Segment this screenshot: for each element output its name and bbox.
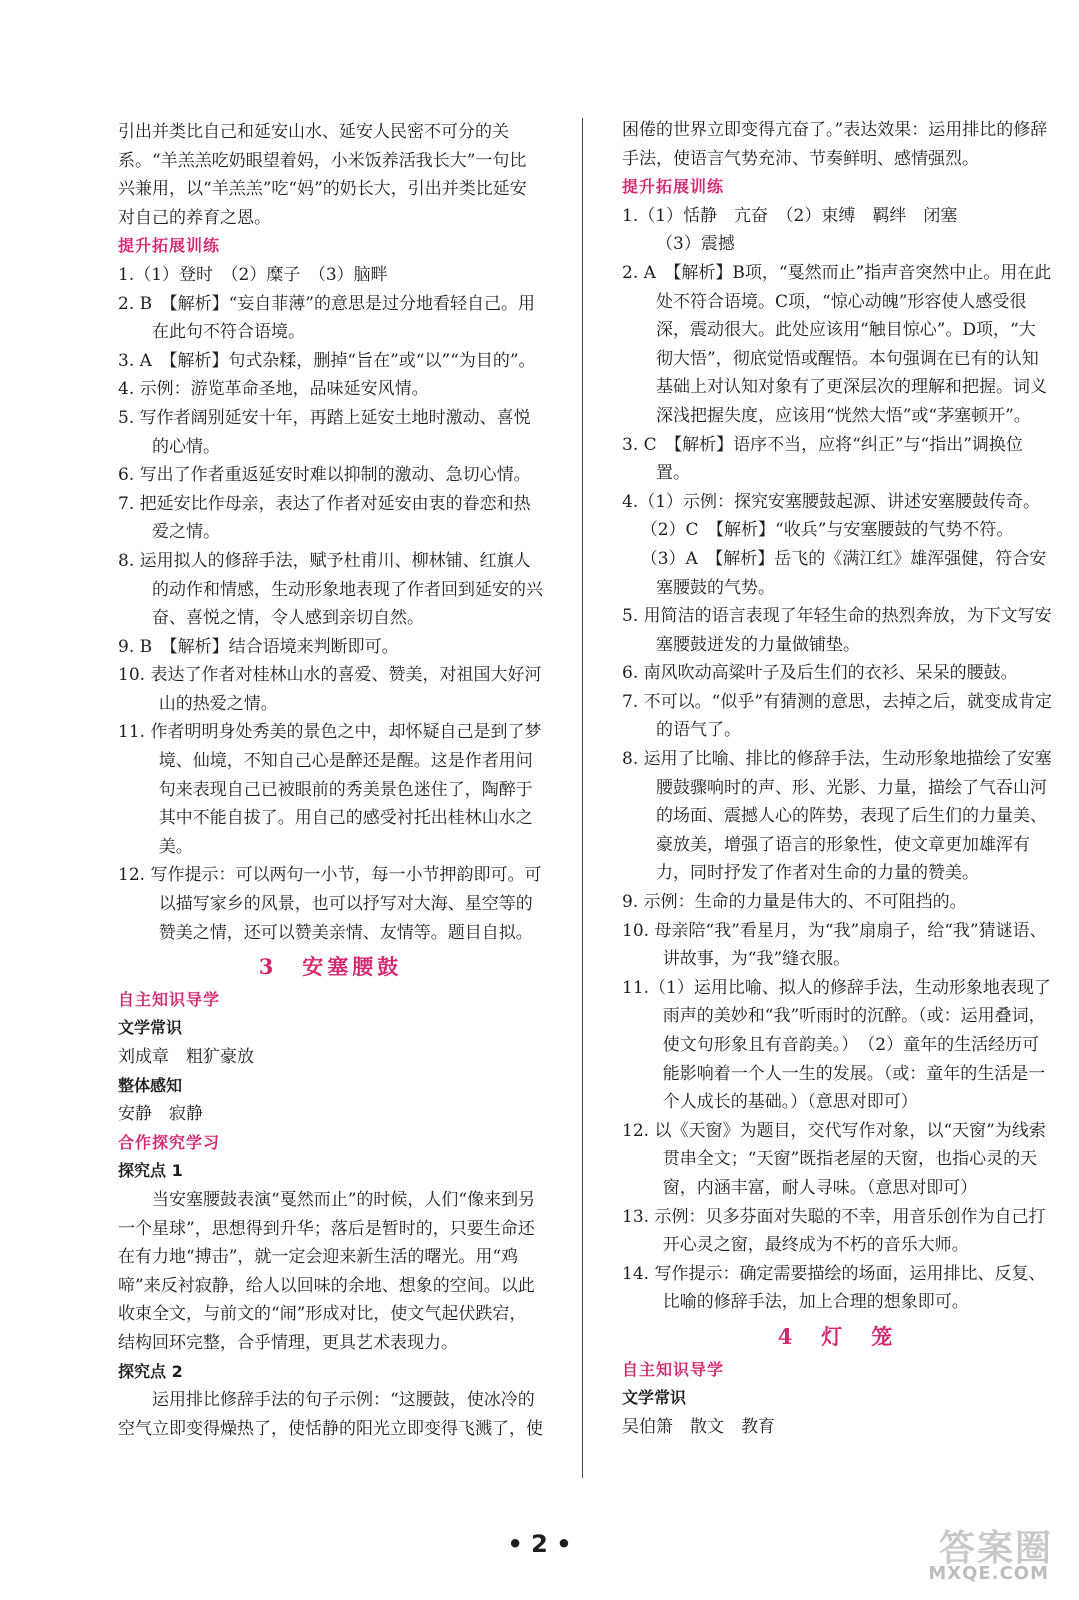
answer-item: 1.（1）恬静 亢奋 （2）束缚 羁绊 闭塞	[622, 205, 958, 226]
answer-item: 6. 南风吹动高粱叶子及后生们的衣衫、呆呆的腰鼓。	[622, 663, 1018, 684]
paragraph: 运用排比修辞手法的句子示例：“这腰鼓，使冰冷的空气立即变得燥热了，使恬静的阳光立即变得飞溅了，使	[118, 1390, 543, 1439]
left-column	[118, 118, 543, 1443]
answer-item: 3. A 【解析】句式杂糅，删掉“旨在”或“以”“为目的”。	[118, 350, 536, 371]
body-text: 吴伯箫 散文 教育	[622, 1416, 775, 1437]
answer-item: 1.（1）登时 （2）糜子 （3）脑畔	[118, 264, 388, 285]
column-divider	[582, 118, 583, 1478]
body-text: 引出并类比自己和延安山水、延安人民密不可分的关系。“羊羔羔吃奶眼望着妈，小米饭养活我长大”一句比兴兼用，以“羊羔羔”吃“妈”的奶长大，引出并类比延安对自己的养育之恩。	[118, 122, 527, 228]
answer-item: 13. 示例：贝多芬面对失聪的不幸，用音乐创作为自己打开心灵之窗，最终成为不朽的音乐大师。	[622, 1206, 1046, 1256]
answer-item: 8. 运用了比喻、排比的修辞手法，生动形象地描绘了安塞腰鼓骤响时的声、形、光影、力量，描绘了气吞山河的场面、震撼人心的阵势，表现了后生们的力量美、豪放美，增强了语言的形象性，使文章更加雄浑有力，同时抒发了作者对生命的力量的赞美。	[622, 749, 1052, 884]
subheading: 文学常识	[118, 1018, 183, 1038]
body-text: 刘成章 粗犷豪放	[118, 1047, 254, 1067]
lesson-title: 3 安塞腰鼓	[258, 954, 403, 980]
section-heading: 提升拓展训练	[622, 177, 725, 197]
answer-item: 10. 母亲陪“我”看星月，为“我”扇扇子，给“我”猜谜语、讲故事，为“我”缝衣服。	[622, 920, 1047, 970]
answer-item: 7. 把延安比作母亲，表达了作者对延安由衷的眷恋和热爱之情。	[118, 493, 531, 543]
answer-item: 9. 示例：生命的力量是伟大的、不可阻挡的。	[622, 892, 967, 913]
subheading: 整体感知	[118, 1075, 183, 1095]
watermark-text: 答案圈	[938, 1528, 1053, 1569]
answer-item: 2. B 【解析】“妄自菲薄”的意思是过分地看轻自己。用在此句不符合语境。	[118, 293, 535, 343]
section-heading: 提升拓展训练	[118, 236, 221, 256]
watermark-url: MXQE.COM	[928, 1563, 1049, 1584]
answer-item: 11.（1）运用比喻、拟人的修辞手法，生动形象地表现了雨声的美妙和“我”听雨时的沉醉。（或：运用叠词，使文句形象且有音韵美。） （2）童年的生活经历可能影响着一个人一生的发展。（或：童年的生活是一个人成长的基础。）（意思对即可）	[622, 977, 1051, 1113]
answer-item: 3. C 【解析】语序不当，应将“纠正”与“指出”调换位置。	[622, 434, 1023, 484]
answer-subitem: （3）震撼	[656, 234, 735, 255]
answer-item: 12. 写作提示：可以两句一小节，每一小节押韵即可。可以描写家乡的风景，也可以抒写对大海、星空等的赞美之情，还可以赞美亲情、友情等。题目自拟。	[118, 865, 542, 943]
subheading: 探究点 1	[118, 1161, 183, 1181]
answer-item: 10. 表达了作者对桂林山水的喜爱、赞美，对祖国大好河山的热爱之情。	[118, 665, 542, 714]
section-heading: 自主知识导学	[118, 989, 221, 1009]
answer-item: 4. 示例：游览革命圣地，品味延安风情。	[118, 379, 429, 400]
body-text: 困倦的世界立即变得亢奋了。”表达效果：运用排比的修辞手法，使语言气势充沛、节奏鲜明、感情强烈。	[622, 120, 1048, 169]
body-text: 安静 寂静	[118, 1104, 203, 1125]
page-number: • 2 •	[507, 1530, 572, 1558]
answer-item: 14. 写作提示：确定需要描绘的场面，运用排比、反复、比喻的修辞手法，加上合理的想象即可。	[622, 1263, 1046, 1313]
answer-item: 2. A 【解析】B项，“戛然而止”指声音突然中止。用在此处不符合语境。C项，“惊心动魄”形容使人感受很深，震动很大。此处应该用“触目惊心”。D项，“大彻大悟”，彻底觉悟或醒悟。本句强调在已有的认知基础上对认知对象有了更深层次的理解和把握。词义深浅把握失度，应该用“恍然大悟”或“茅塞顿开”。	[622, 262, 1052, 426]
subheading: 文学常识	[622, 1388, 687, 1408]
answer-subitem: （3）A 【解析】岳飞的《满江红》雄浑强健，符合安塞腰鼓的气势。	[640, 548, 1047, 598]
answer-item: 5. 用简洁的语言表现了年轻生命的热烈奔放，为下文写安塞腰鼓迸发的力量做铺垫。	[622, 606, 1052, 655]
answer-item: 7. 不可以。“似乎”有猜测的意思，去掉之后，就变成肯定的语气了。	[622, 691, 1053, 741]
answer-item: 11. 作者明明身处秀美的景色之中，却怀疑自己是到了梦境、仙境，不知自己心是醉还是醒。这是作者用问句来表现自己已被眼前的秀美景色迷住了，陶醉于其中不能自拔了。用自己的感受衬托出桂林山水之美。	[118, 722, 542, 857]
lesson-title: 4 灯 笼	[777, 1323, 897, 1349]
answer-item: 9. B 【解析】结合语境来判断即可。	[118, 636, 399, 657]
answer-item: 5. 写作者阔别延安十年，再踏上延安土地时激动、喜悦的心情。	[118, 407, 531, 457]
section-heading: 自主知识导学	[622, 1359, 725, 1379]
answer-item: 4.（1）示例：探究安塞腰鼓起源、讲述安塞腰鼓传奇。	[622, 491, 1041, 512]
section-heading: 合作探究学习	[118, 1132, 221, 1152]
answer-item: 6. 写出了作者重返延安时难以抑制的激动、急切心情。	[118, 465, 531, 486]
answer-item: 8. 运用拟人的修辞手法，赋予杜甫川、柳林铺、红旗人的动作和情感，生动形象地表现了作者回到延安的兴奋、喜悦之情，令人感到亲切自然。	[118, 550, 543, 629]
right-column	[622, 116, 1052, 1441]
answer-subitem: （2）C 【解析】“收兵”与安塞腰鼓的气势不符。	[640, 520, 1014, 541]
subheading: 探究点 2	[118, 1361, 183, 1381]
answer-item: 12. 以《天窗》为题目，交代写作对象，以“天窗”为线索贯串全文；“天窗”既指老屋的天窗，也指心灵的天窗，内涵丰富，耐人寻味。（意思对即可）	[622, 1120, 1046, 1198]
watermark-logo	[907, 1520, 1057, 1584]
paragraph: 当安塞腰鼓表演“戛然而止”的时候，人们“像来到另一个星球”，思想得到升华；落后是暂时的，只要生命还在有力地“搏击”，就一定会迎来新生活的曙光。用“鸡啼”来反衬寂静，给人以回味的余地、想象的空间。以此收束全文，与前文的“闹”形成对比，使文气起伏跌宕，结构回环完整，合乎情理，更具艺术表现力。	[118, 1189, 536, 1353]
